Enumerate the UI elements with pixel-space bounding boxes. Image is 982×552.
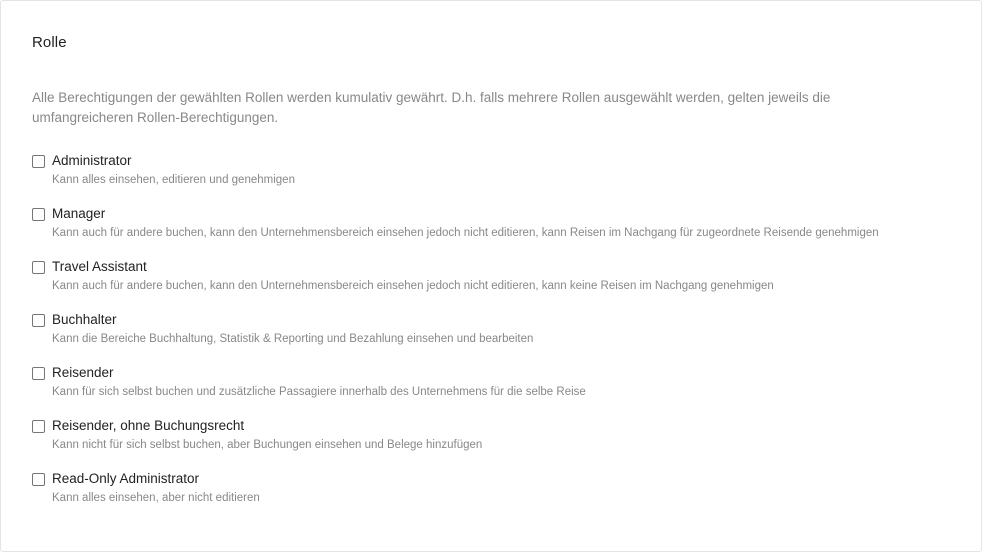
role-checkbox-travel-assistant[interactable] <box>32 261 45 274</box>
role-label-reisender-ohne-buchungsrecht[interactable]: Reisender, ohne Buchungsrecht <box>52 418 245 433</box>
role-description-administrator: Kann alles einsehen, editieren und genehmigen <box>52 174 295 186</box>
role-label-read-only-administrator[interactable]: Read-Only Administrator <box>52 471 200 486</box>
role-description-reisender: Kann für sich selbst buchen und zusätzliche Passagiere innerhalb des Unternehmens für die selbe Reise <box>52 386 586 398</box>
role-checkbox-reisender[interactable] <box>32 367 45 380</box>
role-description-travel-assistant: Kann auch für andere buchen, kann den Unternehmensbereich einsehen jedoch nicht editieren, kann keine Reisen im Nachgang genehmigen <box>52 280 774 292</box>
section-description: Alle Berechtigungen der gewählten Rollen werden kumulativ gewährt. D.h. falls mehrere Rollen ausgewählt werden, gelten jeweils die umfangreicheren Rollen-Berechtigungen. <box>32 90 831 125</box>
role-label-travel-assistant[interactable]: Travel Assistant <box>52 259 147 274</box>
role-option-reisender <box>32 365 952 418</box>
role-checkbox-buchhalter[interactable] <box>32 314 45 327</box>
role-option-manager <box>32 206 952 259</box>
role-checkbox-administrator[interactable] <box>32 155 45 168</box>
role-label-reisender[interactable]: Reisender <box>52 365 114 380</box>
role-description-buchhalter: Kann die Bereiche Buchhaltung, Statistik & Reporting und Bezahlung einsehen und bearbeiten <box>52 333 534 345</box>
section-title: Rolle <box>32 34 67 51</box>
role-list <box>32 153 952 524</box>
role-option-administrator <box>32 153 952 206</box>
role-checkbox-reisender-ohne-buchungsrecht[interactable] <box>32 420 45 433</box>
role-description-read-only-administrator: Kann alles einsehen, aber nicht editieren <box>52 492 260 504</box>
role-option-buchhalter <box>32 312 952 365</box>
role-description-reisender-ohne-buchungsrecht: Kann nicht für sich selbst buchen, aber Buchungen einsehen und Belege hinzufügen <box>52 439 483 451</box>
role-option-read-only-administrator <box>32 471 952 524</box>
role-description-manager: Kann auch für andere buchen, kann den Unternehmensbereich einsehen jedoch nicht editieren, kann Reisen im Nachgang für zugeordnete Reisende genehmigen <box>52 227 879 239</box>
role-label-buchhalter[interactable]: Buchhalter <box>52 312 117 327</box>
role-checkbox-read-only-administrator[interactable] <box>32 473 45 486</box>
role-option-reisender-ohne-buchungsrecht <box>32 418 952 471</box>
role-label-administrator[interactable]: Administrator <box>52 153 132 168</box>
role-label-manager[interactable]: Manager <box>52 206 106 221</box>
role-checkbox-manager[interactable] <box>32 208 45 221</box>
role-option-travel-assistant <box>32 259 952 312</box>
